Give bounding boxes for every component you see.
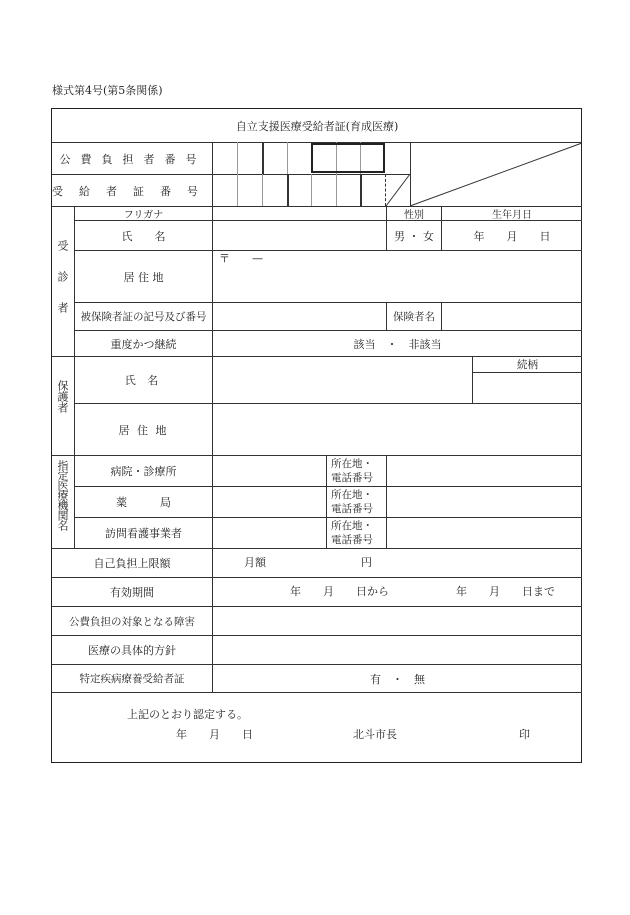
nursing-label: 訪問看護事業者: [105, 527, 182, 540]
specified-value: 有 ・ 無: [370, 672, 425, 686]
severe-label: 重度かつ継続: [110, 337, 177, 351]
limit-label: 自己負担上限額: [93, 557, 171, 570]
certify-date: 年 月 日: [176, 728, 253, 741]
limit-yen: 円: [361, 556, 372, 569]
payer-number-label: 公費負担者番号: [59, 152, 207, 166]
seal-mark: 印: [519, 728, 530, 741]
pharmacy-label: 薬 局: [116, 496, 171, 509]
location-phone-label: 所在地・: [331, 458, 373, 470]
location-phone-label: 所在地・: [331, 520, 373, 532]
hospital-label: 病院・診療所: [110, 465, 177, 478]
form-title: 自立支援医療受給者証(育成医療): [235, 120, 399, 133]
certify-text: 上記のとおり認定する。: [127, 708, 248, 721]
dob-label: 生年月日: [492, 209, 532, 221]
mayor-label: 北斗市長: [353, 728, 397, 741]
guardian-name-label: 氏 名: [124, 374, 163, 387]
dob-value: 年 月 日: [473, 229, 551, 243]
address-label: 居 住 地: [123, 270, 164, 284]
insurance-label: 被保険者証の記号及び番号: [80, 311, 207, 323]
insurer-label: 保険者名: [393, 311, 435, 323]
relation-label: 続柄: [517, 359, 538, 371]
validity-from: 年 月 日から: [290, 585, 389, 598]
policy-label: 医療の具体的方針: [88, 644, 176, 657]
validity-to: 年 月 日まで: [456, 585, 555, 598]
location-phone-label: 所在地・: [331, 489, 373, 501]
institutions-section-label: 指定医療機関名: [56, 460, 69, 530]
disability-label: 公費負担の対象となる障害: [69, 615, 195, 628]
location-phone-label: 電話番号: [331, 472, 373, 484]
sex-value: 男 ・ 女: [394, 229, 434, 243]
sex-label: 性別: [404, 209, 424, 221]
postal-mark: 〒 —: [219, 252, 263, 265]
furigana-label: フリガナ: [123, 209, 164, 221]
guardian-address-label: 居 住 地: [118, 423, 169, 437]
name-label: 氏 名: [121, 229, 166, 243]
location-phone-label: 電話番号: [331, 534, 373, 546]
location-phone-label: 電話番号: [331, 503, 373, 515]
specified-label: 特定疾病療養受給者証: [79, 673, 185, 685]
form-number: 様式第4号(第5条関係): [52, 84, 163, 97]
patient-section-label: 受診者: [56, 240, 69, 333]
recipient-number-label: 受給者証番号: [52, 184, 214, 198]
severe-value: 該当 ・ 非該当: [353, 337, 442, 351]
limit-monthly: 月額: [244, 556, 266, 569]
guardian-section-label: 保護者: [56, 380, 69, 413]
validity-label: 有効期間: [110, 586, 154, 599]
